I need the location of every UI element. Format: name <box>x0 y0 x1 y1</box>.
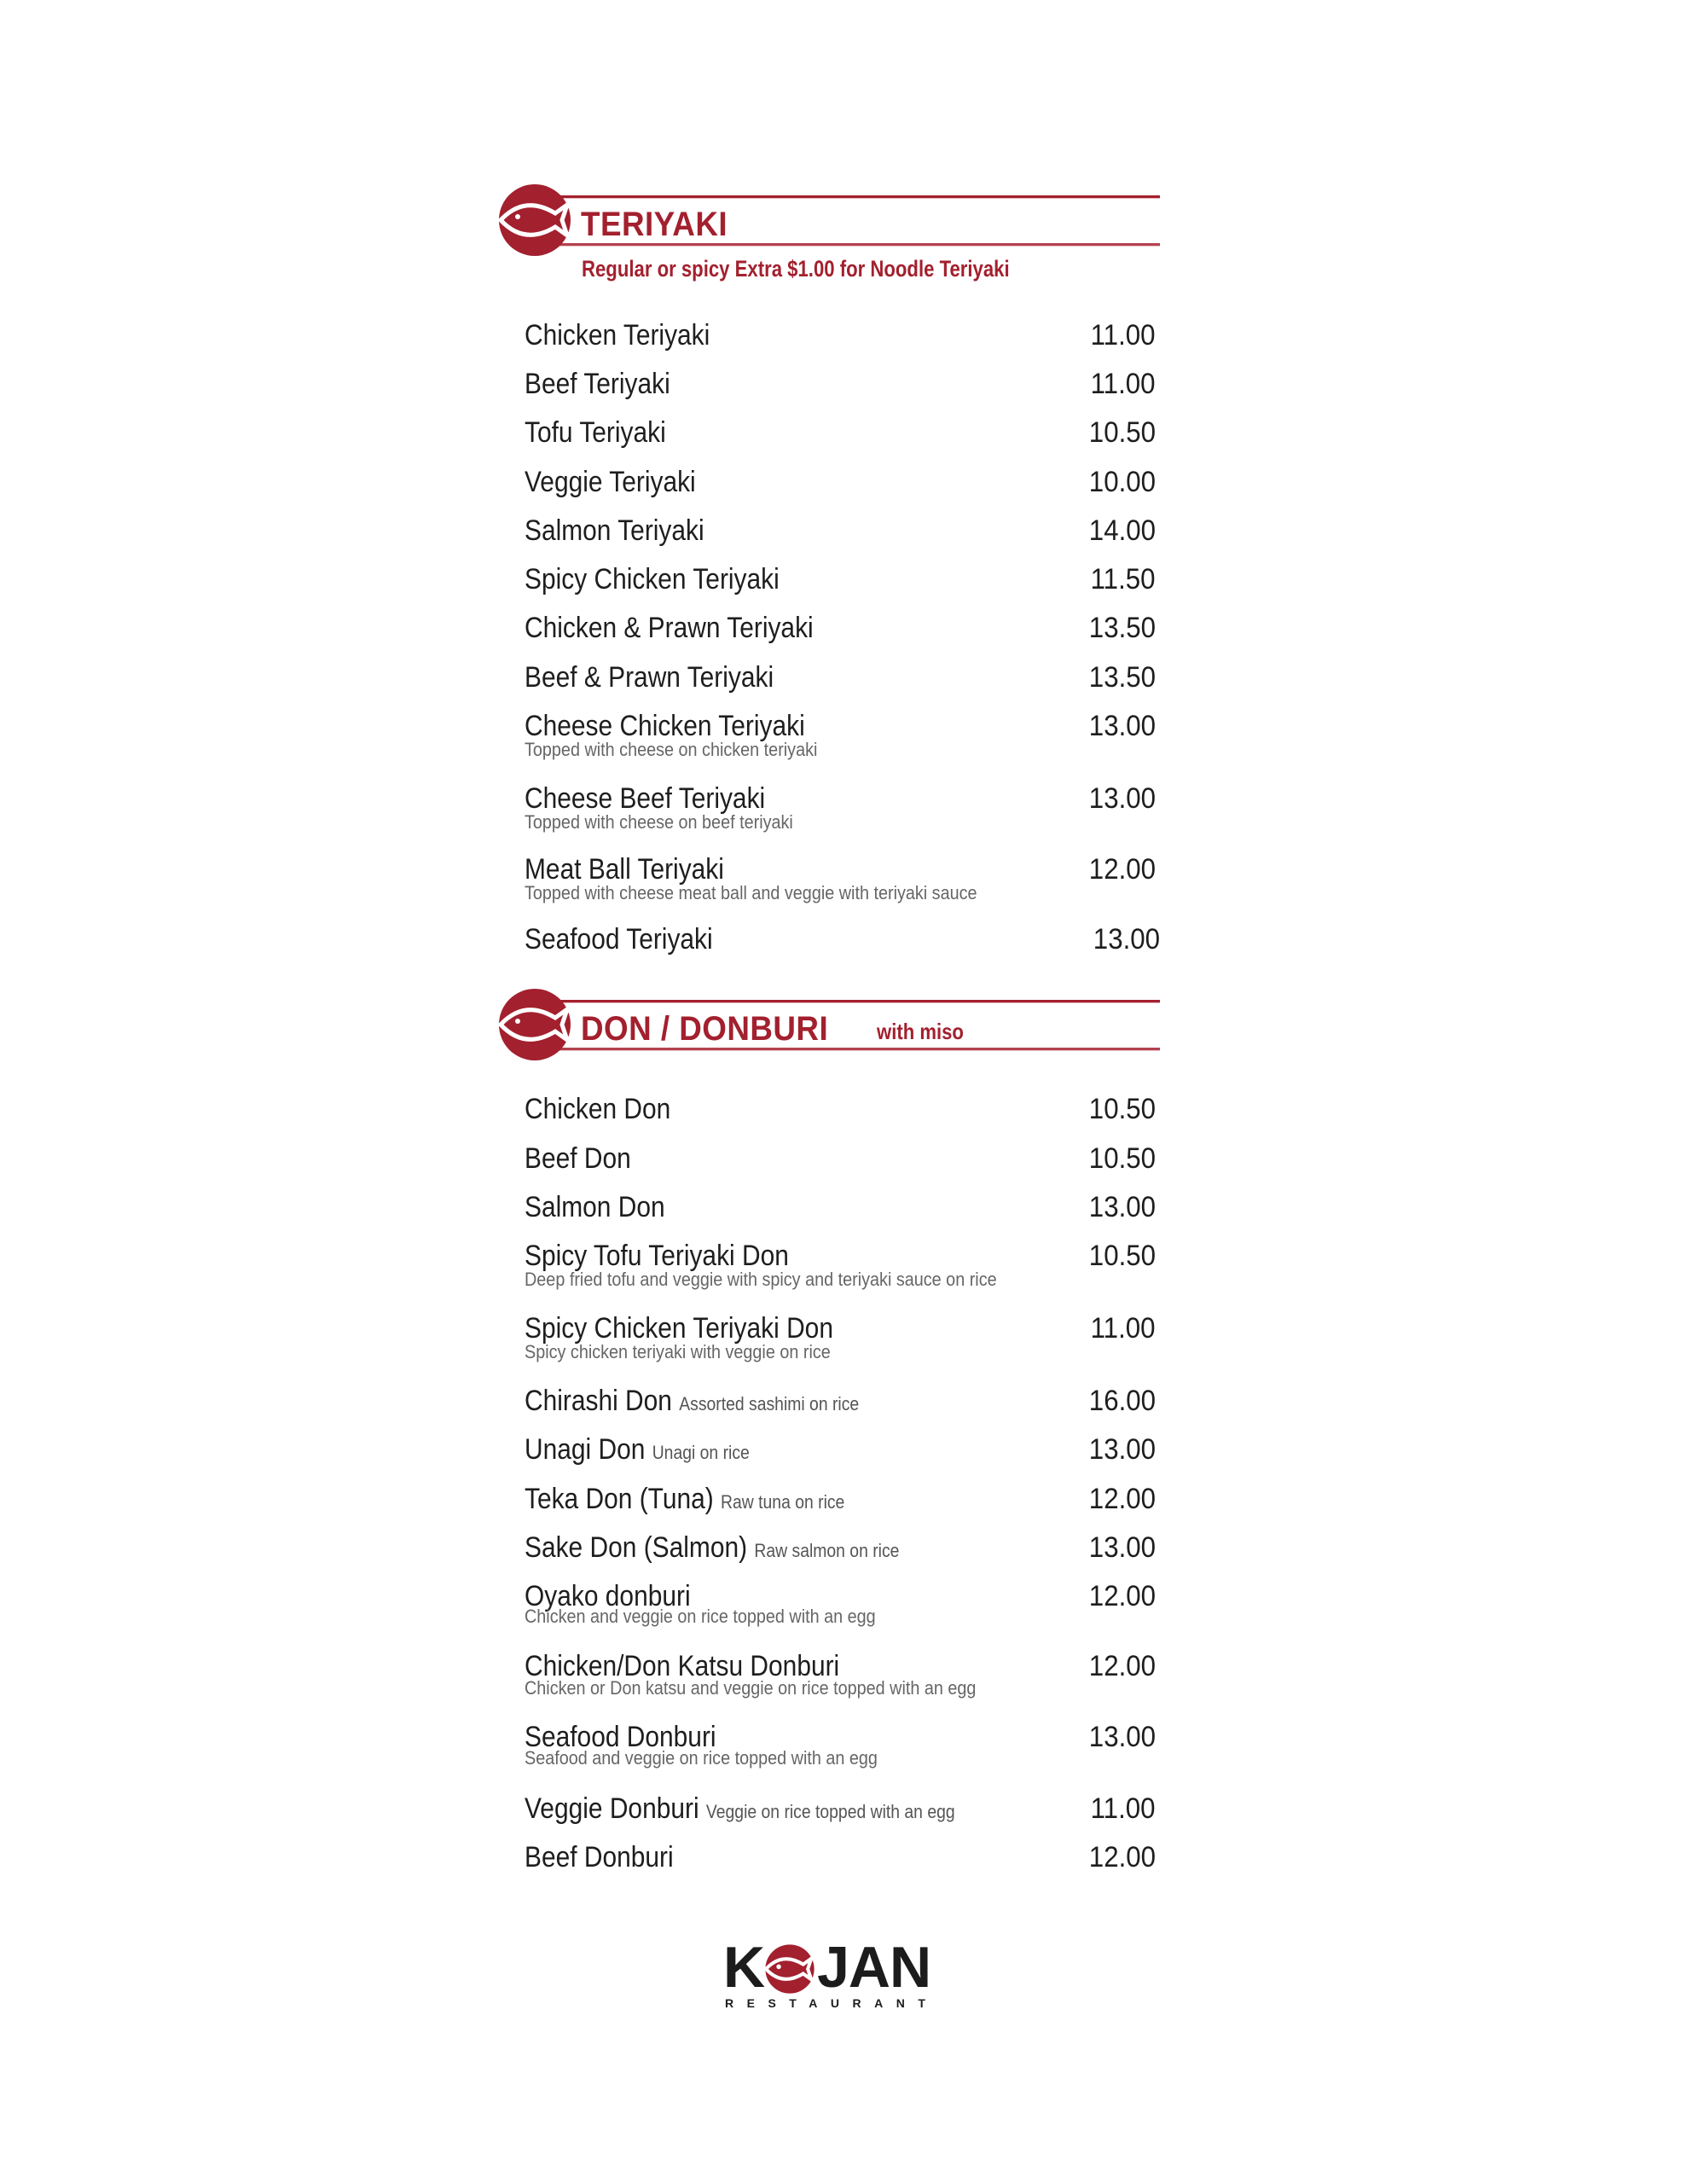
item-price: 10.00 <box>1088 466 1156 498</box>
item-description: Raw tuna on rice <box>721 1491 845 1513</box>
item-price: 13.00 <box>1093 923 1160 956</box>
item-name: Spicy Tofu Teriyaki Don <box>525 1240 789 1272</box>
item-description: Topped with cheese on chicken teriyaki <box>525 739 818 760</box>
section-title: TERIYAKI <box>581 206 728 243</box>
item-price: 13.00 <box>1088 1721 1156 1753</box>
item-name: Sake Don (Salmon) <box>525 1531 748 1564</box>
item-name: Chicken/Don Katsu Donburi <box>525 1650 840 1682</box>
item-name: Chirashi Don <box>525 1385 672 1417</box>
item-price: 12.00 <box>1088 1650 1156 1682</box>
item-description: Spicy chicken teriyaki with veggie on rice <box>525 1341 831 1362</box>
item-price: 10.50 <box>1088 1240 1156 1272</box>
item-price: 13.00 <box>1088 1531 1156 1564</box>
item-price: 12.00 <box>1088 1841 1156 1873</box>
header-divider-bottom <box>533 1048 1160 1050</box>
item-name: Beef Don <box>525 1142 631 1175</box>
item-name: Salmon Don <box>525 1191 665 1223</box>
item-price: 10.50 <box>1088 1142 1156 1175</box>
item-price: 13.00 <box>1088 710 1156 742</box>
item-description: Unagi on rice <box>652 1442 750 1463</box>
item-price: 11.00 <box>1091 1312 1156 1345</box>
item-price: 12.00 <box>1088 1580 1156 1612</box>
item-name: Tofu Teriyaki <box>525 416 666 449</box>
item-description: Chicken and veggie on rice topped with an egg <box>525 1606 876 1627</box>
item-price: 11.00 <box>1091 1792 1156 1825</box>
item-description: Assorted sashimi on rice <box>679 1393 860 1414</box>
item-name: Seafood Teriyaki <box>525 923 713 956</box>
item-description: Raw salmon on rice <box>754 1540 900 1561</box>
item-price: 13.50 <box>1088 612 1156 644</box>
item-price: 12.00 <box>1088 853 1156 886</box>
logo-tagline: RESTAURANT <box>725 1996 939 2010</box>
teriyaki-section-header <box>499 183 1160 259</box>
section-title: DON / DONBURI <box>581 1010 829 1048</box>
item-description: Deep fried tofu and veggie with spicy and teriyaki sauce on rice <box>525 1269 997 1290</box>
item-name: Veggie Teriyaki <box>525 466 696 498</box>
item-name: Chicken & Prawn Teriyaki <box>525 612 814 644</box>
fish-icon <box>499 987 572 1062</box>
item-price: 13.50 <box>1088 661 1156 694</box>
item-name-with-desc <box>525 1531 899 1567</box>
item-price: 12.00 <box>1088 1483 1156 1515</box>
item-price: 13.00 <box>1088 782 1156 815</box>
logo-letters-jan: JAN <box>817 1935 931 2000</box>
item-price: 11.00 <box>1091 368 1156 400</box>
item-price: 11.00 <box>1091 319 1156 351</box>
item-description: Seafood and veggie on rice topped with an egg <box>525 1747 878 1769</box>
section-note: with miso <box>877 1019 964 1044</box>
item-name: Veggie Donburi <box>525 1792 699 1825</box>
item-price: 16.00 <box>1088 1385 1156 1417</box>
item-name-with-desc <box>525 1385 859 1420</box>
header-divider-top <box>533 1000 1160 1002</box>
fish-icon <box>764 1943 815 1995</box>
item-name: Teka Don (Tuna) <box>525 1483 714 1515</box>
fish-icon <box>499 183 572 258</box>
item-name: Cheese Chicken Teriyaki <box>525 710 805 742</box>
item-name: Salmon Teriyaki <box>525 514 704 547</box>
item-description: Topped with cheese meat ball and veggie with teriyaki sauce <box>525 882 977 903</box>
item-name: Beef Teriyaki <box>525 368 670 400</box>
item-name-with-desc <box>525 1483 844 1519</box>
item-name: Beef & Prawn Teriyaki <box>525 661 774 694</box>
item-name: Beef Donburi <box>525 1841 674 1873</box>
item-price: 10.50 <box>1088 1093 1156 1125</box>
item-name-with-desc <box>525 1433 750 1469</box>
item-name: Meat Ball Teriyaki <box>525 853 724 886</box>
item-name: Spicy Chicken Teriyaki <box>525 563 780 595</box>
item-price: 14.00 <box>1088 514 1156 547</box>
kojan-logo <box>723 1935 954 2015</box>
item-price: 10.50 <box>1088 416 1156 449</box>
item-description: Chicken or Don katsu and veggie on rice topped with an egg <box>525 1677 977 1699</box>
header-divider-top <box>533 195 1160 198</box>
item-description: Veggie on rice topped with an egg <box>705 1801 955 1822</box>
item-name: Chicken Teriyaki <box>525 319 710 351</box>
item-name: Chicken Don <box>525 1093 671 1125</box>
item-name: Unagi Don <box>525 1433 646 1466</box>
logo-letter-k: K <box>723 1935 765 2000</box>
item-name-with-desc <box>525 1792 955 1828</box>
item-price: 13.00 <box>1088 1433 1156 1466</box>
teriyaki-subtitle: Regular or spicy Extra $1.00 for Noodle Teriyaki <box>582 256 1010 282</box>
item-name: Spicy Chicken Teriyaki Don <box>525 1312 833 1345</box>
header-divider-bottom <box>533 243 1160 246</box>
logo-wordmark <box>723 1935 931 2000</box>
item-price: 11.50 <box>1091 563 1156 595</box>
donburi-section-header <box>499 987 1160 1064</box>
item-name: Seafood Donburi <box>525 1721 716 1753</box>
item-description: Topped with cheese on beef teriyaki <box>525 811 793 833</box>
item-price: 13.00 <box>1088 1191 1156 1223</box>
item-name: Cheese Beef Teriyaki <box>525 782 766 815</box>
item-name: Oyako donburi <box>525 1580 691 1612</box>
